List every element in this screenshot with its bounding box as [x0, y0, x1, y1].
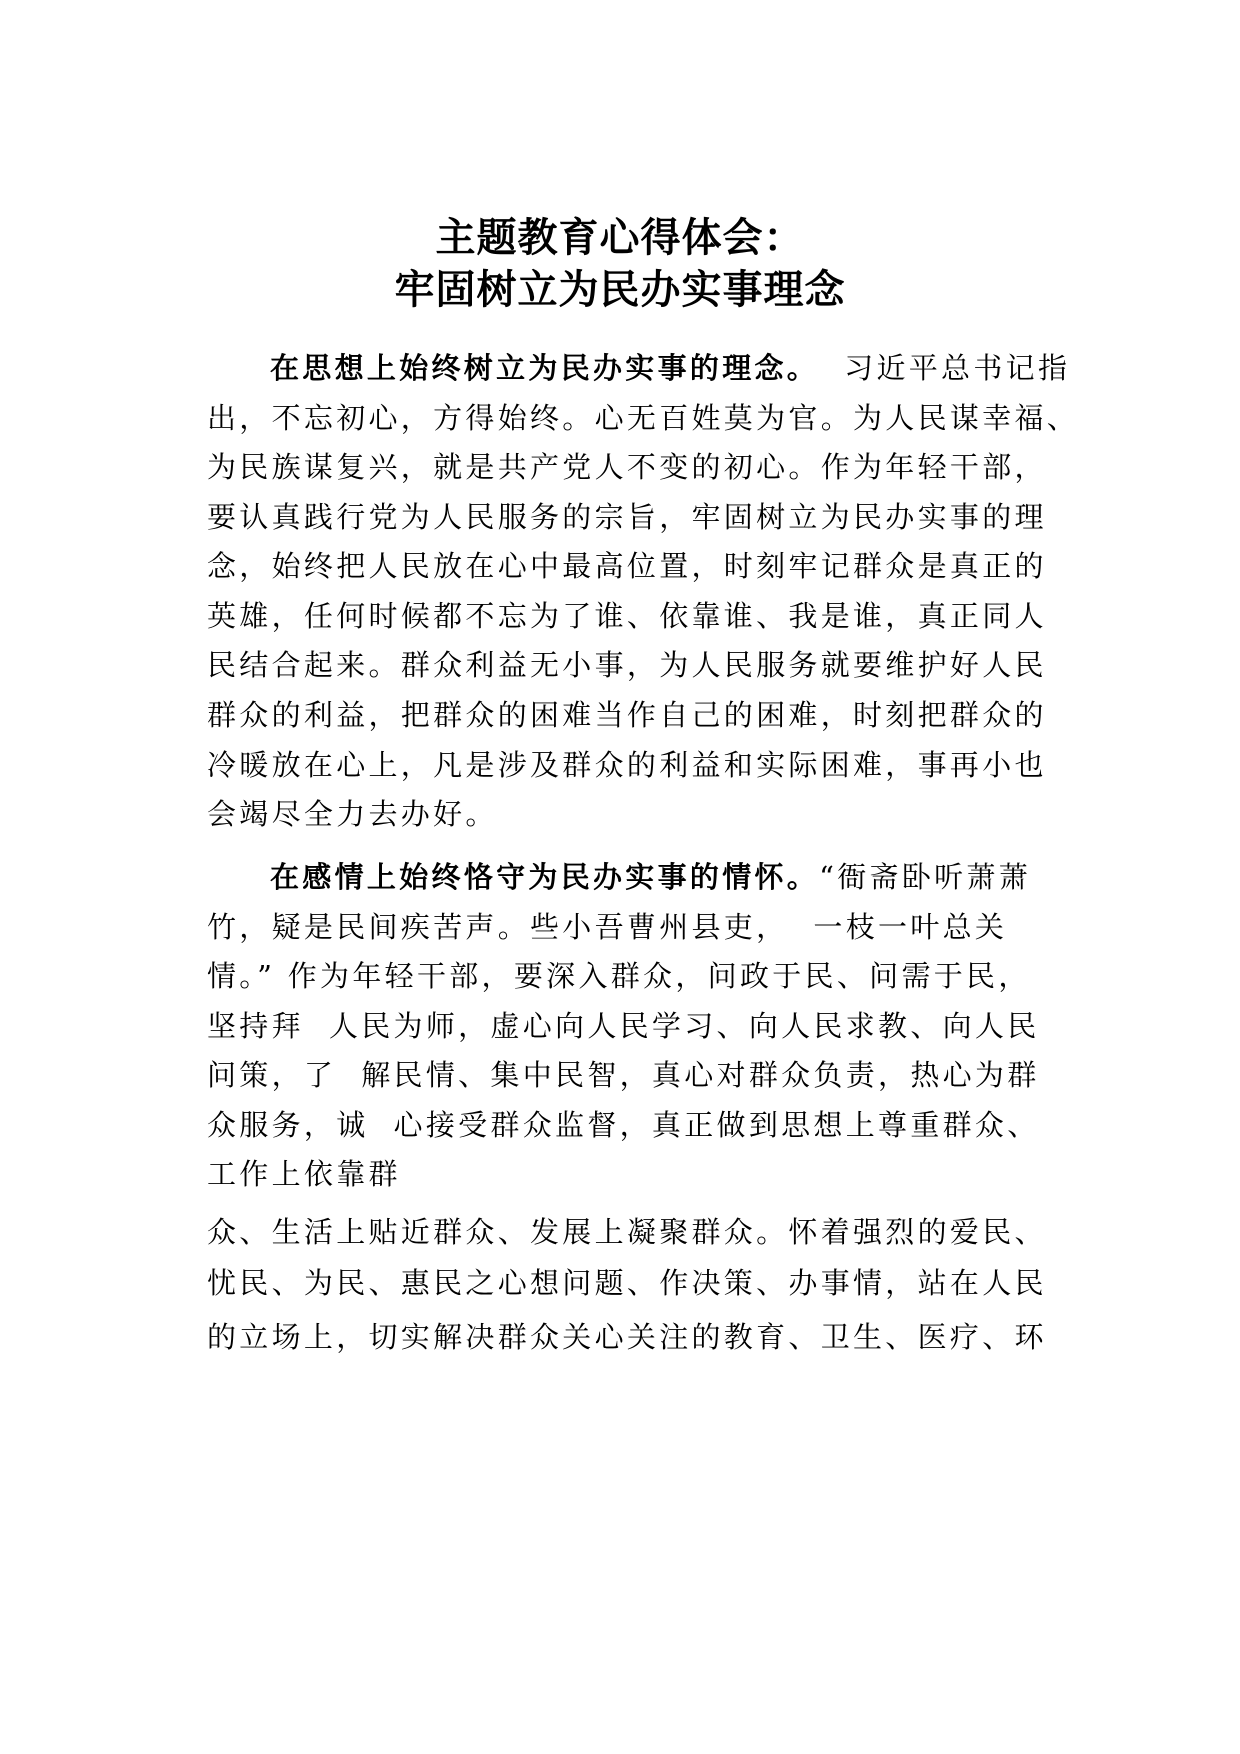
- para2-heading: 在感情上始终恪守为民办实事的情怀。: [270, 860, 820, 894]
- para2-line-10: 的立场上，切实解决群众关心关注的教育、卫生、医疗、环: [207, 1320, 1047, 1354]
- para2-line-9: 忧民、为民、惠民之心想问题、作决策、办事情，站在人民: [207, 1266, 1047, 1300]
- para1-line-7: 民结合起来。群众利益无小事，为人民服务就要维护好人民: [207, 648, 1047, 682]
- para2-line-3: 情。” 作为年轻干部，要深入群众，问政于民、问需于民，: [207, 959, 1031, 993]
- document-title: [0, 212, 1240, 316]
- title-line-2: 牢固树立为民办实事理念: [394, 267, 846, 313]
- para2-line-2: 竹，疑是民间疾苦声。些小吾曹州县吏， 一枝一叶总关: [207, 910, 1008, 944]
- para1-line-6: 英雄，任何时候都不忘为了谁、依靠谁、我是谁，真正同人: [207, 599, 1047, 633]
- para1-line-9: 冷暖放在心上，凡是涉及群众的利益和实际困难，事再小也: [207, 748, 1047, 782]
- para1-line-2: 出，不忘初心，方得始终。心无百姓莫为官。为人民谋幸福、: [207, 401, 1080, 435]
- para1-heading: 在思想上始终树立为民办实事的理念。: [270, 351, 820, 385]
- para2-line-1: [270, 857, 1031, 897]
- para2-line-8: 众、生活上贴近群众、发展上凝聚群众。怀着强烈的爱民、: [207, 1215, 1047, 1249]
- para1-line-8: 群众的利益，把群众的困难当作自己的困难，时刻把群众的: [207, 698, 1047, 732]
- para1-line-10: 会竭尽全力去办好。: [207, 797, 498, 831]
- para1-line-1: [270, 348, 1070, 388]
- para2-line-6: 众服务，诚 心接受群众监督，真正做到思想上尊重群众、: [207, 1108, 1040, 1142]
- para2-line-5: 问策，了 解民情、集中民智，真心对群众负责，热心为群: [207, 1058, 1040, 1092]
- para1-line-4: 要认真践行党为人民服务的宗旨，牢固树立为民办实事的理: [207, 500, 1047, 534]
- para1-line-3: 为民族谋复兴，就是共产党人不变的初心。作为年轻干部，: [207, 450, 1047, 484]
- para1-line-5: 念，始终把人民放在心中最高位置，时刻牢记群众是真正的: [207, 549, 1047, 583]
- para2-line-7: 工作上依靠群: [207, 1157, 401, 1191]
- para2-line-4: 坚持拜 人民为师，虚心向人民学习、向人民求教、向人民: [207, 1009, 1040, 1043]
- para2-line-1-text: “衙斋卧听萧萧: [819, 860, 1032, 894]
- para1-line-1-text: 习近平总书记指: [819, 351, 1071, 385]
- title-line-1: 主题教育心得体会：: [435, 215, 805, 261]
